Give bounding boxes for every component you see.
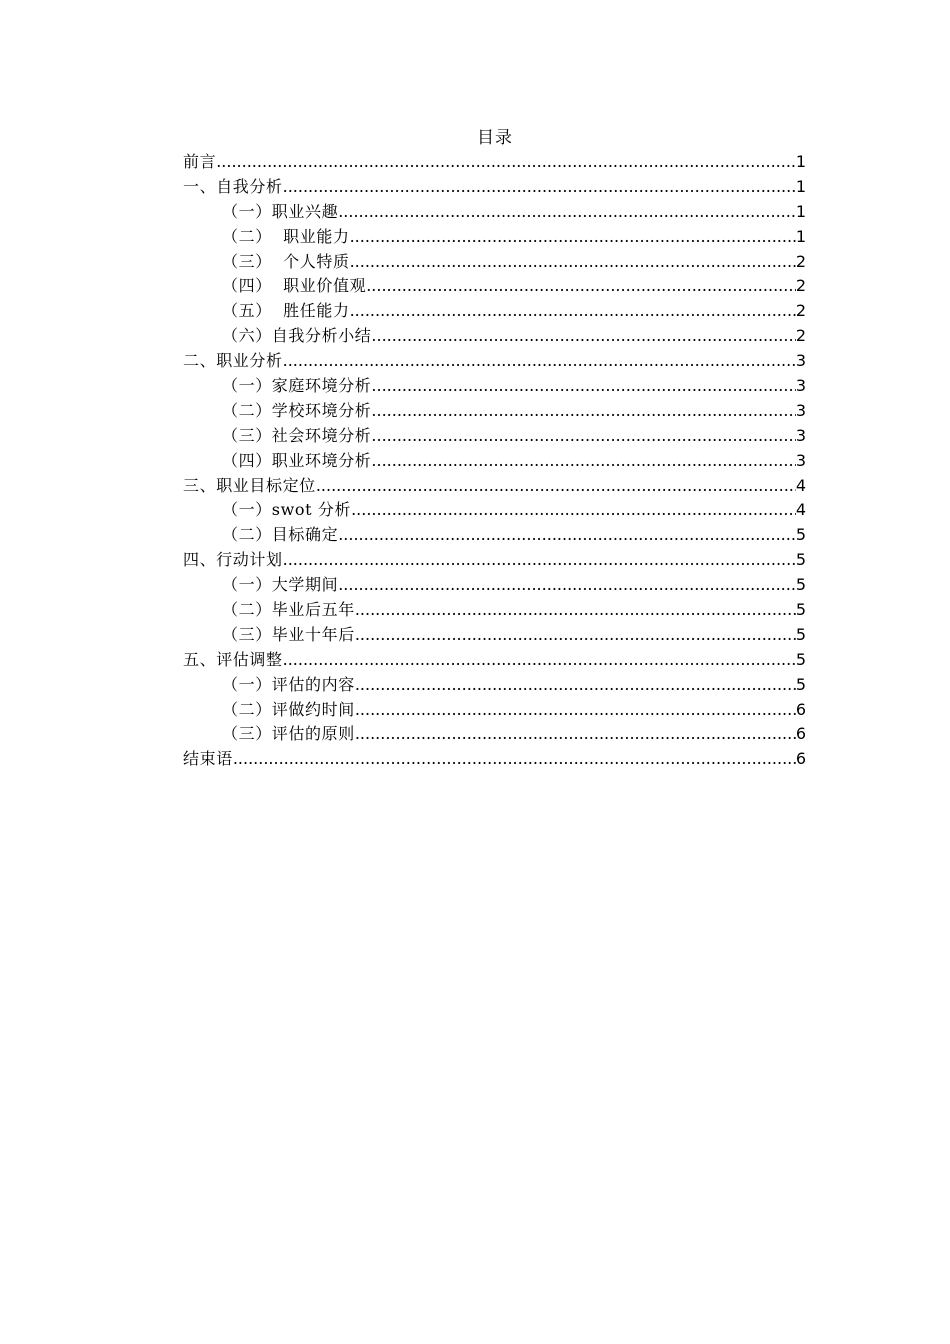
toc-page-number: 5 bbox=[795, 624, 806, 644]
toc-dot-leader bbox=[351, 498, 796, 523]
toc-entry-label: 二、职业分析 bbox=[183, 351, 283, 371]
toc-dot-leader bbox=[283, 548, 796, 573]
toc-entry-label: （三）评估的原则 bbox=[222, 724, 355, 744]
toc-dot-leader bbox=[355, 598, 796, 623]
toc-dot-leader bbox=[371, 424, 795, 449]
toc-page-number: 4 bbox=[795, 500, 806, 520]
toc-entry[interactable] bbox=[183, 722, 806, 747]
toc-dot-leader bbox=[316, 474, 796, 499]
toc-entry[interactable] bbox=[183, 250, 806, 275]
toc-entry[interactable] bbox=[183, 498, 806, 523]
toc-entry-label: （四）职业环境分析 bbox=[222, 450, 372, 470]
toc-dot-leader bbox=[283, 648, 796, 673]
toc-entry[interactable] bbox=[183, 150, 806, 175]
toc-page-number: 5 bbox=[795, 600, 806, 620]
toc-dot-leader bbox=[338, 523, 796, 548]
toc-dot-leader bbox=[355, 673, 796, 698]
toc-entry-label: （二）学校环境分析 bbox=[222, 400, 372, 420]
toc-page-number: 5 bbox=[795, 525, 806, 545]
toc-dot-leader bbox=[355, 722, 796, 747]
toc-dot-leader bbox=[216, 150, 796, 175]
toc-page-number: 5 bbox=[795, 575, 806, 595]
toc-entry-label: （五） 胜任能力 bbox=[222, 301, 350, 321]
toc-page-number: 2 bbox=[795, 326, 806, 346]
toc-page-number: 2 bbox=[795, 251, 806, 271]
toc-entry[interactable] bbox=[183, 424, 806, 449]
toc-dot-leader bbox=[350, 299, 796, 324]
toc-entry-label: （一）评估的内容 bbox=[222, 674, 355, 694]
toc-page-number: 6 bbox=[795, 724, 806, 744]
toc-entry[interactable] bbox=[183, 598, 806, 623]
toc-dot-leader bbox=[338, 573, 796, 598]
toc-entry-label: 四、行动计划 bbox=[183, 550, 283, 570]
toc-list bbox=[183, 150, 806, 772]
toc-entry[interactable] bbox=[183, 548, 806, 573]
toc-entry[interactable] bbox=[183, 225, 806, 250]
toc-dot-leader bbox=[371, 399, 795, 424]
toc-page-number: 2 bbox=[795, 276, 806, 296]
toc-page-number: 5 bbox=[795, 649, 806, 669]
toc-dot-leader bbox=[338, 200, 796, 225]
toc-dot-leader bbox=[355, 623, 796, 648]
toc-page-number: 1 bbox=[795, 176, 806, 196]
toc-page-number: 1 bbox=[795, 201, 806, 221]
toc-page-number: 1 bbox=[795, 226, 806, 246]
toc-entry-label: （四） 职业价值观 bbox=[222, 276, 367, 296]
toc-entry-label: （一）大学期间 bbox=[222, 575, 339, 595]
toc-entry[interactable] bbox=[183, 474, 806, 499]
toc-entry-label: 前言 bbox=[183, 152, 217, 171]
toc-entry[interactable] bbox=[183, 747, 806, 772]
toc-entry[interactable] bbox=[183, 399, 806, 424]
toc-dot-leader bbox=[355, 698, 796, 723]
toc-entry-label: （三）社会环境分析 bbox=[222, 425, 372, 445]
toc-page-number: 3 bbox=[795, 425, 806, 445]
toc-dot-leader bbox=[283, 349, 796, 374]
toc-dot-leader bbox=[371, 374, 795, 399]
toc-dot-leader bbox=[371, 449, 795, 474]
toc-entry[interactable] bbox=[183, 449, 806, 474]
toc-entry[interactable] bbox=[183, 573, 806, 598]
toc-entry-label: （二）目标确定 bbox=[222, 525, 339, 545]
toc-dot-leader bbox=[366, 274, 796, 299]
toc-page-number: 4 bbox=[795, 475, 806, 495]
toc-entry-label: （一）职业兴趣 bbox=[222, 201, 339, 221]
toc-page-number: 6 bbox=[795, 699, 806, 719]
toc-entry[interactable] bbox=[183, 175, 806, 200]
toc-entry-label: 五、评估调整 bbox=[183, 649, 283, 669]
toc-entry-label: 结束语 bbox=[183, 749, 233, 769]
toc-entry-label: 三、职业目标定位 bbox=[183, 475, 316, 495]
toc-dot-leader bbox=[283, 175, 796, 200]
toc-entry-label: （一）swot 分析 bbox=[222, 500, 352, 520]
toc-dot-leader bbox=[350, 250, 796, 275]
toc-page-number: 2 bbox=[795, 301, 806, 321]
toc-entry[interactable] bbox=[183, 274, 806, 299]
toc-entry-label: （二） 职业能力 bbox=[222, 226, 350, 246]
toc-entry[interactable] bbox=[183, 623, 806, 648]
toc-page-number: 5 bbox=[795, 674, 806, 694]
toc-entry-label: （二）毕业后五年 bbox=[222, 600, 355, 620]
toc-page-number: 3 bbox=[795, 400, 806, 420]
toc-entry[interactable] bbox=[183, 349, 806, 374]
toc-entry-label: 一、自我分析 bbox=[183, 176, 283, 196]
toc-entry[interactable] bbox=[183, 299, 806, 324]
toc-page-number: 6 bbox=[795, 749, 806, 769]
toc-page-number: 5 bbox=[795, 550, 806, 570]
toc-entry[interactable] bbox=[183, 200, 806, 225]
toc-page-number: 3 bbox=[795, 376, 806, 396]
toc-entry-label: （一）家庭环境分析 bbox=[222, 376, 372, 396]
toc-page-number: 3 bbox=[795, 450, 806, 470]
toc-entry-label: （六）自我分析小结 bbox=[222, 326, 372, 346]
toc-page-number: 3 bbox=[795, 351, 806, 371]
toc-entry-label: （三） 个人特质 bbox=[222, 251, 350, 271]
toc-title: 目录 bbox=[477, 128, 513, 148]
toc-entry[interactable] bbox=[183, 324, 806, 349]
toc-entry[interactable] bbox=[183, 648, 806, 673]
toc-page-number: 1 bbox=[795, 152, 806, 171]
toc-dot-leader bbox=[350, 225, 796, 250]
toc-dot-leader bbox=[371, 324, 795, 349]
toc-entry-label: （三）毕业十年后 bbox=[222, 624, 355, 644]
toc-entry[interactable] bbox=[183, 673, 806, 698]
toc-entry-label: （二）评做约时间 bbox=[222, 699, 355, 719]
toc-entry[interactable] bbox=[183, 523, 806, 548]
toc-dot-leader bbox=[233, 747, 796, 772]
toc-entry[interactable] bbox=[183, 698, 806, 723]
toc-entry[interactable] bbox=[183, 374, 806, 399]
